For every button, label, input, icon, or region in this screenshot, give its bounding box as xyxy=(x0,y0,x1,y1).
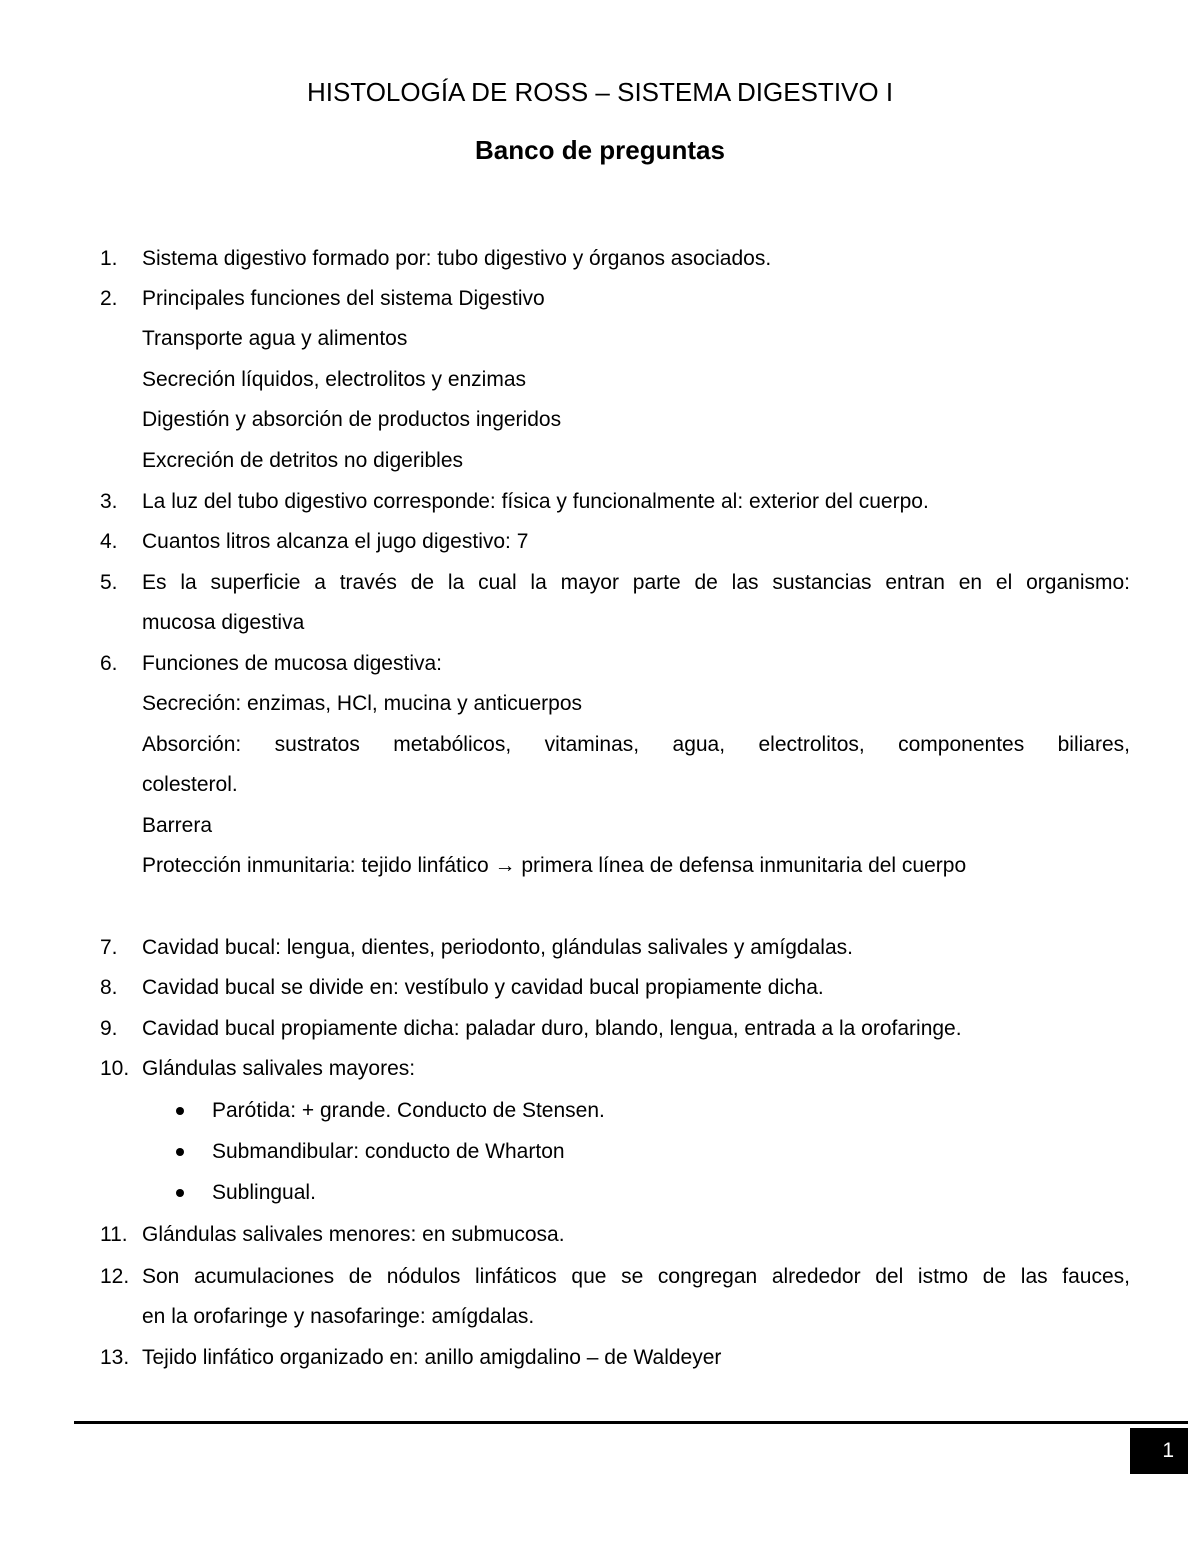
item-number-7: 7. xyxy=(100,936,118,959)
item-number-8: 8. xyxy=(100,976,118,999)
bullet-icon xyxy=(176,1189,184,1197)
page-number-badge xyxy=(1130,1428,1188,1474)
item-number-13: 13. xyxy=(100,1346,130,1369)
item-text-12b: en la orofaringe y nasofaringe: amígdalas. xyxy=(142,1305,535,1328)
item-text-6d xyxy=(142,851,1130,881)
item-number-6: 6. xyxy=(100,652,118,675)
item-number-1: 1. xyxy=(100,247,118,270)
item-number-12: 12. xyxy=(100,1265,130,1288)
item-number-5: 5. xyxy=(100,571,118,594)
item-text-10: Glándulas salivales mayores: xyxy=(142,1057,416,1080)
item-text-3: La luz del tubo digestivo corresponde: física y funcionalmente al: exterior del cuerpo. xyxy=(142,490,929,513)
item-text-2c: Digestión y absorción de productos ingeridos xyxy=(142,408,562,431)
item-text-2a: Transporte agua y alimentos xyxy=(142,327,408,350)
item-text-6b1: Absorción: sustratos metabólicos, vitaminas, agua, electrolitos, componentes biliares, xyxy=(142,733,1130,756)
item-text-6d-pre: Protección inmunitaria: tejido linfático xyxy=(142,854,489,877)
page-title: HISTOLOGÍA DE ROSS – SISTEMA DIGESTIVO I xyxy=(306,77,894,107)
item-text-6b2: colesterol. xyxy=(142,773,238,796)
item-text-6d-post: primera línea de defensa inmunitaria del cuerpo xyxy=(521,854,967,877)
item-text-2: Principales funciones del sistema Digestivo xyxy=(142,287,545,310)
item-text-12a: Son acumulaciones de nódulos linfáticos que se congregan alrededor del istmo de las fauces, xyxy=(142,1265,1130,1288)
item-text-2b: Secreción líquidos, electrolitos y enzimas xyxy=(142,368,527,391)
item-text-8: Cavidad bucal se divide en: vestíbulo y cavidad bucal propiamente dicha. xyxy=(142,976,824,999)
bullet-icon xyxy=(176,1107,184,1115)
arrow-right-icon: → xyxy=(494,854,516,877)
item-text-6c: Barrera xyxy=(142,814,213,837)
item-text-9: Cavidad bucal propiamente dicha: paladar duro, blando, lengua, entrada a la orofaringe. xyxy=(142,1017,962,1040)
item-text-7: Cavidad bucal: lengua, dientes, periodonto, glándulas salivales y amígdalas. xyxy=(142,936,853,959)
item-text-2d: Excreción de detritos no digeribles xyxy=(142,449,464,472)
item-text-13: Tejido linfático organizado en: anillo amigdalino – de Waldeyer xyxy=(142,1346,722,1369)
item-text-6a: Secreción: enzimas, HCl, mucina y anticuerpos xyxy=(142,692,583,715)
item-text-6: Funciones de mucosa digestiva: xyxy=(142,652,442,675)
item-text-11: Glándulas salivales menores: en submucosa. xyxy=(142,1223,565,1246)
footer-divider xyxy=(74,1421,1188,1424)
bullet-icon xyxy=(176,1148,184,1156)
item-number-10: 10. xyxy=(100,1057,130,1080)
item-number-3: 3. xyxy=(100,490,118,513)
item-number-4: 4. xyxy=(100,530,118,553)
item-text-5b: mucosa digestiva xyxy=(142,611,305,634)
bullet-item-1: Parótida: + grande. Conducto de Stensen. xyxy=(212,1099,605,1122)
page-subtitle: Banco de preguntas xyxy=(475,135,725,165)
item-number-2: 2. xyxy=(100,287,118,310)
item-text-1: Sistema digestivo formado por: tubo digestivo y órganos asociados. xyxy=(142,247,772,270)
page-number: 1 xyxy=(1162,1439,1174,1462)
item-text-5a: Es la superficie a través de la cual la mayor parte de las sustancias entran en el organismo: xyxy=(142,571,1130,594)
item-number-9: 9. xyxy=(100,1017,118,1040)
item-number-11: 11. xyxy=(100,1223,128,1246)
bullet-item-3: Sublingual. xyxy=(212,1181,316,1204)
bullet-item-2: Submandibular: conducto de Wharton xyxy=(212,1140,565,1163)
item-text-4: Cuantos litros alcanza el jugo digestivo: 7 xyxy=(142,530,529,553)
